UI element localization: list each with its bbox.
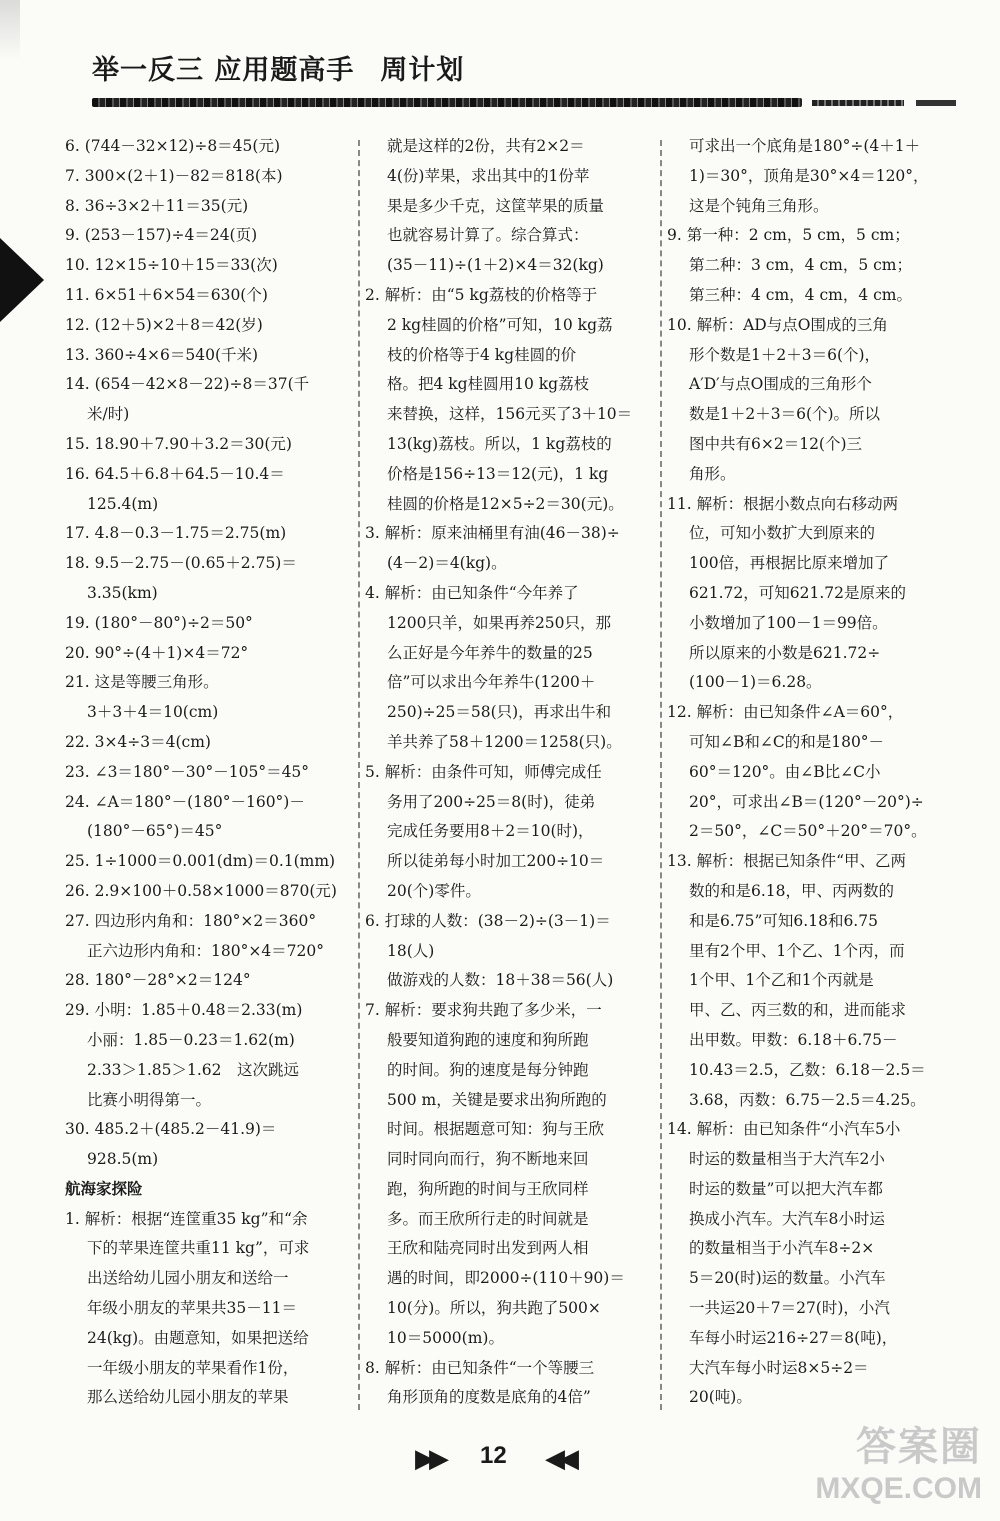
answer-line: 19. (180°－80°)÷2＝50° (65, 613, 253, 632)
answer-line: 羊共养了58＋1200＝1258(只)。 (387, 732, 622, 751)
answer-line: 27. 四边形内角和：180°×2＝360° (65, 911, 317, 930)
answer-line: 10＝5000(m)。 (387, 1328, 504, 1347)
answer-line: 18. 9.5－2.75－(0.65＋2.75)＝ (65, 554, 297, 573)
answer-line: 14. 解析：由已知条件“小汽车5小 (667, 1120, 901, 1139)
answer-line: 位，可知小数扩大到原来的 (689, 524, 876, 543)
answer-line: 角形。 (689, 464, 736, 483)
answer-line: 这是个钝角三角形。 (689, 196, 829, 215)
answer-line: 22. 3×4÷3＝4(cm) (65, 732, 211, 751)
answer-line: 5. 解析：由条件可知，师傅完成任 (365, 762, 602, 781)
answer-line: 出甲数。甲数：6.18＋6.75－ (689, 1030, 898, 1049)
answer-line: 3.35(km) (87, 583, 158, 602)
answer-line: (100－1)＝6.28。 (689, 673, 822, 692)
answer-line: 20°，可求出∠B＝(120°－20°)÷ (689, 792, 924, 811)
answer-line: 小丽：1.85－0.23＝1.62(m) (87, 1030, 295, 1049)
answer-line: 的数量相当于小汽车8÷2× (689, 1239, 875, 1258)
answer-line: 20. 90°÷(4＋1)×4＝72° (65, 643, 249, 662)
answer-line: 30. 485.2＋(485.2－41.9)＝ (65, 1120, 277, 1139)
answer-line: 车每小时运216÷27＝8(吨)， (689, 1328, 898, 1347)
book-title (92, 48, 464, 87)
answer-line: 那么送给幼儿园小朋友的苹果 (87, 1388, 289, 1407)
answer-line: 倍”可以求出今年养牛(1200＋ (387, 673, 596, 692)
answer-line: 下的苹果连筐共重11 kg”，可求 (87, 1239, 310, 1258)
answer-line: 20(个)零件。 (387, 881, 481, 900)
answer-line: 多。而王欣所行走的时间就是 (387, 1209, 589, 1228)
answer-line: 28. 180°－28°×2＝124° (65, 971, 251, 990)
answer-line: 米/时) (87, 405, 130, 424)
answer-line: 1个甲、1个乙和1个丙就是 (689, 971, 874, 990)
answer-line: 形个数是1＋2＋3＝6(个)， (689, 345, 881, 364)
answer-line: 13(kg)荔枝。所以，1 kg荔枝的 (387, 434, 612, 453)
column-divider (358, 140, 360, 1410)
answer-line: 小数增加了100－1＝99倍。 (689, 613, 888, 632)
answer-line: 果是多少千克，这筐苹果的质量 (387, 196, 605, 215)
answer-line: 6. (744－32×12)÷8＝45(元) (65, 137, 280, 155)
answer-line: 格。把4 kg桂圆用10 kg荔枝 (387, 375, 590, 394)
answer-line: 8. 解析：由已知条件“一个等腰三 (365, 1358, 595, 1377)
answer-line: 完成任务要用8＋2＝10(时)， (387, 822, 594, 841)
answer-line: 桂圆的价格是12×5÷2＝30(元)。 (387, 494, 624, 513)
answer-line: 11. 6×51＋6×54＝630(个) (65, 285, 268, 304)
answer-line: 来替换，这样，156元买了3＋10＝ (387, 405, 633, 424)
answer-line: 11. 解析：根据小数点向右移动两 (667, 494, 899, 513)
answer-line: 里有2个甲、1个乙、1个丙，而 (689, 941, 905, 960)
answer-line: 枝的价格等于4 kg桂圆的价 (387, 345, 577, 364)
answer-line: 12. (12＋5)×2＋8＝42(岁) (65, 315, 263, 334)
answer-line: 24. ∠A＝180°－(180°－160°)－ (65, 792, 305, 811)
answer-line: (35－11)÷(1＋2)×4＝32(kg) (387, 256, 604, 275)
answer-line: 10.43＝2.5，乙数：6.18－2.5＝ (689, 1060, 926, 1079)
answer-line: 4. 解析：由已知条件“今年养了 (365, 583, 579, 602)
answer-line: 13. 360÷4×6＝540(千米) (65, 345, 259, 364)
answer-line: 换成小汽车。大汽车8小时运 (689, 1209, 885, 1228)
answer-line: 3＋3＋4＝10(cm) (87, 703, 219, 722)
answer-column-right (667, 132, 957, 1413)
answer-line: 角形顶角的度数是底角的4倍” (387, 1388, 591, 1407)
answer-line: 15. 18.90＋7.90＋3.2＝30(元) (65, 434, 292, 453)
answer-line: 4(份)苹果，求出其中的1份苹 (387, 166, 590, 185)
answer-line: 1)＝30°，顶角是30°×4＝120°， (689, 166, 929, 185)
answer-line: 图中共有6×2＝12(个)三 (689, 434, 863, 453)
answer-column-left (65, 132, 355, 1413)
answer-line: 2. 解析：由“5 kg荔枝的价格等于 (365, 285, 598, 304)
answer-line: 就是这样的2份，共有2×2＝ (387, 137, 585, 155)
answer-line: 一年级小朋友的苹果看作1份， (87, 1358, 299, 1377)
watermark (792, 1423, 982, 1513)
header-rule-segment (812, 100, 904, 106)
answer-line: 年级小朋友的苹果共35－11＝ (87, 1299, 297, 1318)
column-divider (660, 140, 662, 1410)
answer-line: 10(分)。所以，狗共跑了500× (387, 1299, 601, 1318)
answer-line: (180°－65°)＝45° (87, 822, 223, 841)
page-header (0, 0, 1000, 120)
answer-line: 所以徒弟每小时加工200÷10＝ (387, 852, 605, 871)
answer-line: (4－2)＝4(kg)。 (387, 554, 507, 573)
answer-line: 7. 300×(2＋1)－82＝818(本) (65, 166, 283, 185)
answer-line: 1. 解析：根据“连筐重35 kg”和“余 (65, 1209, 308, 1228)
watermark-url: MXQE.COM (815, 1472, 982, 1505)
answer-line: 数是1＋2＋3＝6(个)。所以 (689, 405, 881, 424)
answer-line: 3. 解析：原来油桶里有油(46－38)÷ (365, 524, 620, 543)
answer-line: 2 kg桂圆的价格”可知，10 kg荔 (387, 315, 613, 334)
answer-line: 跑，狗所跑的时间与王欣同样 (387, 1179, 589, 1198)
answer-line: 1200只羊，如果再养250只，那 (387, 613, 612, 632)
answer-line: 价格是156÷13＝12(元)，1 kg (387, 464, 609, 483)
answer-line: 也就容易计算了。综合算式： (387, 226, 589, 245)
answer-line: 时运的数量相当于大汽车2小 (689, 1150, 885, 1169)
answer-line: 第二种：3 cm，4 cm，5 cm； (689, 256, 913, 275)
answer-line: 14. (654－42×8－22)÷8＝37(千 (65, 375, 310, 394)
answer-line: 甲、乙、丙三数的和，进而能求 (689, 1001, 907, 1020)
answer-line: 2＝50°，∠C＝50°＋20°＝70°。 (689, 822, 927, 841)
answer-line: 928.5(m) (87, 1150, 159, 1169)
answer-line: 第三种：4 cm，4 cm，4 cm。 (689, 285, 913, 304)
answer-line: 大汽车每小时运8×5÷2＝ (689, 1358, 869, 1377)
answer-line: 可知∠B和∠C的和是180°－ (689, 732, 885, 751)
answer-line: 务用了200÷25＝8(时)，徒弟 (387, 792, 596, 811)
answer-line: 么正好是今年养牛的数量的25 (387, 643, 593, 662)
answer-line: 100倍，再根据比原来增加了 (689, 554, 890, 573)
answer-line: 和是6.75”可知6.18和6.75 (689, 911, 878, 930)
answer-line: 9. 第一种：2 cm，5 cm，5 cm； (667, 226, 910, 245)
answer-line: 一共运20＋7＝27(时)，小汽 (689, 1299, 890, 1318)
side-tab-marker (0, 238, 44, 322)
answer-line: 比赛小明得第一。 (87, 1090, 212, 1109)
answer-line: 正六边形内角和：180°×4＝720° (87, 941, 325, 960)
answer-line: 同时同向而行，狗不断地来回 (387, 1150, 589, 1169)
answer-line: 王欣和陆亮同时出发到两人相 (387, 1239, 589, 1258)
back-arrows-icon: ◀◀ (545, 1444, 573, 1474)
answer-line: 3.68，丙数：6.75－2.5＝4.25。 (689, 1090, 926, 1109)
answer-line: 21. 这是等腰三角形。 (65, 673, 219, 692)
answer-line: 10. 12×15÷10＋15＝33(次) (65, 256, 278, 275)
answer-line: 18(人) (387, 941, 435, 960)
header-rule-segment (916, 100, 956, 106)
book-title-main: 举一反三 应用题高手 (92, 55, 355, 86)
answer-line: 20(吨)。 (689, 1388, 752, 1407)
answer-line: 125.4(m) (87, 494, 159, 513)
answer-line: 24(kg)。由题意知，如果把送给 (87, 1328, 309, 1347)
answer-line: 可求出一个底角是180°÷(4＋1＋ (689, 137, 921, 155)
answer-line: 17. 4.8－0.3－1.75＝2.75(m) (65, 524, 287, 543)
answer-line: 7. 解析：要求狗共跑了多少米，一 (365, 1001, 602, 1020)
answer-column-middle (365, 132, 655, 1413)
answer-line: 26. 2.9×100＋0.58×1000＝870(元) (65, 881, 337, 900)
answer-line: 5＝20(时)运的数量。小汽车 (689, 1269, 886, 1288)
answer-line: 500 m，关键是要求出狗所跑的 (387, 1090, 607, 1109)
book-title-sub: 周计划 (380, 55, 465, 86)
answer-line: 12. 解析：由已知条件∠A＝60°， (667, 703, 904, 722)
answer-line: 2.33＞1.85＞1.62 这次跳远 (87, 1060, 300, 1079)
answer-line: 250)÷25＝58(只)，再求出牛和 (387, 703, 612, 722)
answer-line: 6. 打球的人数：(38－2)÷(3－1)＝ (365, 911, 611, 930)
answer-line: 8. 36÷3×2＋11＝35(元) (65, 196, 249, 215)
watermark-logo: 答案圈 (856, 1425, 982, 1469)
answer-line: 25. 1÷1000＝0.001(dm)＝0.1(mm) (65, 852, 336, 871)
answer-line: 所以原来的小数是621.72÷ (689, 643, 881, 662)
answer-line: 做游戏的人数：18＋38＝56(人) (387, 971, 614, 990)
answer-line: A′D′与点O围成的三角形个 (689, 375, 872, 394)
answer-line: 遇的时间，即2000÷(110＋90)＝ (387, 1269, 625, 1288)
answer-line: 9. (253－157)÷4＝24(页) (65, 226, 258, 245)
answer-line: 10. 解析：AD与点O围成的三角 (667, 315, 888, 334)
answer-line: 16. 64.5＋6.8＋64.5－10.4＝ (65, 464, 285, 483)
answer-line: 23. ∠3＝180°－30°－105°＝45° (65, 762, 310, 781)
answer-line: 13. 解析：根据已知条件“甲、乙两 (667, 852, 907, 871)
answer-line: 29. 小明：1.85＋0.48＝2.33(m) (65, 1001, 303, 1020)
answer-line: 621.72，可知621.72是原来的 (689, 583, 906, 602)
answer-line: 出送给幼儿园小朋友和送给一 (87, 1269, 289, 1288)
answer-line: 时运的数量”可以把大汽车都 (689, 1179, 883, 1198)
answer-line: 般要知道狗跑的速度和狗所跑 (387, 1030, 589, 1049)
answer-line: 时间。根据题意可知：狗与王欣 (387, 1120, 605, 1139)
answer-line: 的时间。狗的速度是每分钟跑 (387, 1060, 589, 1079)
forward-arrows-icon: ▶▶ (415, 1444, 443, 1474)
page-number: 12 (480, 1442, 507, 1469)
answer-line: 数的和是6.18，甲、丙两数的 (689, 881, 895, 900)
answer-line: 60°＝120°。由∠B比∠C小 (689, 762, 881, 781)
section-heading: 航海家探险 (65, 1179, 143, 1198)
header-rule (92, 98, 802, 107)
